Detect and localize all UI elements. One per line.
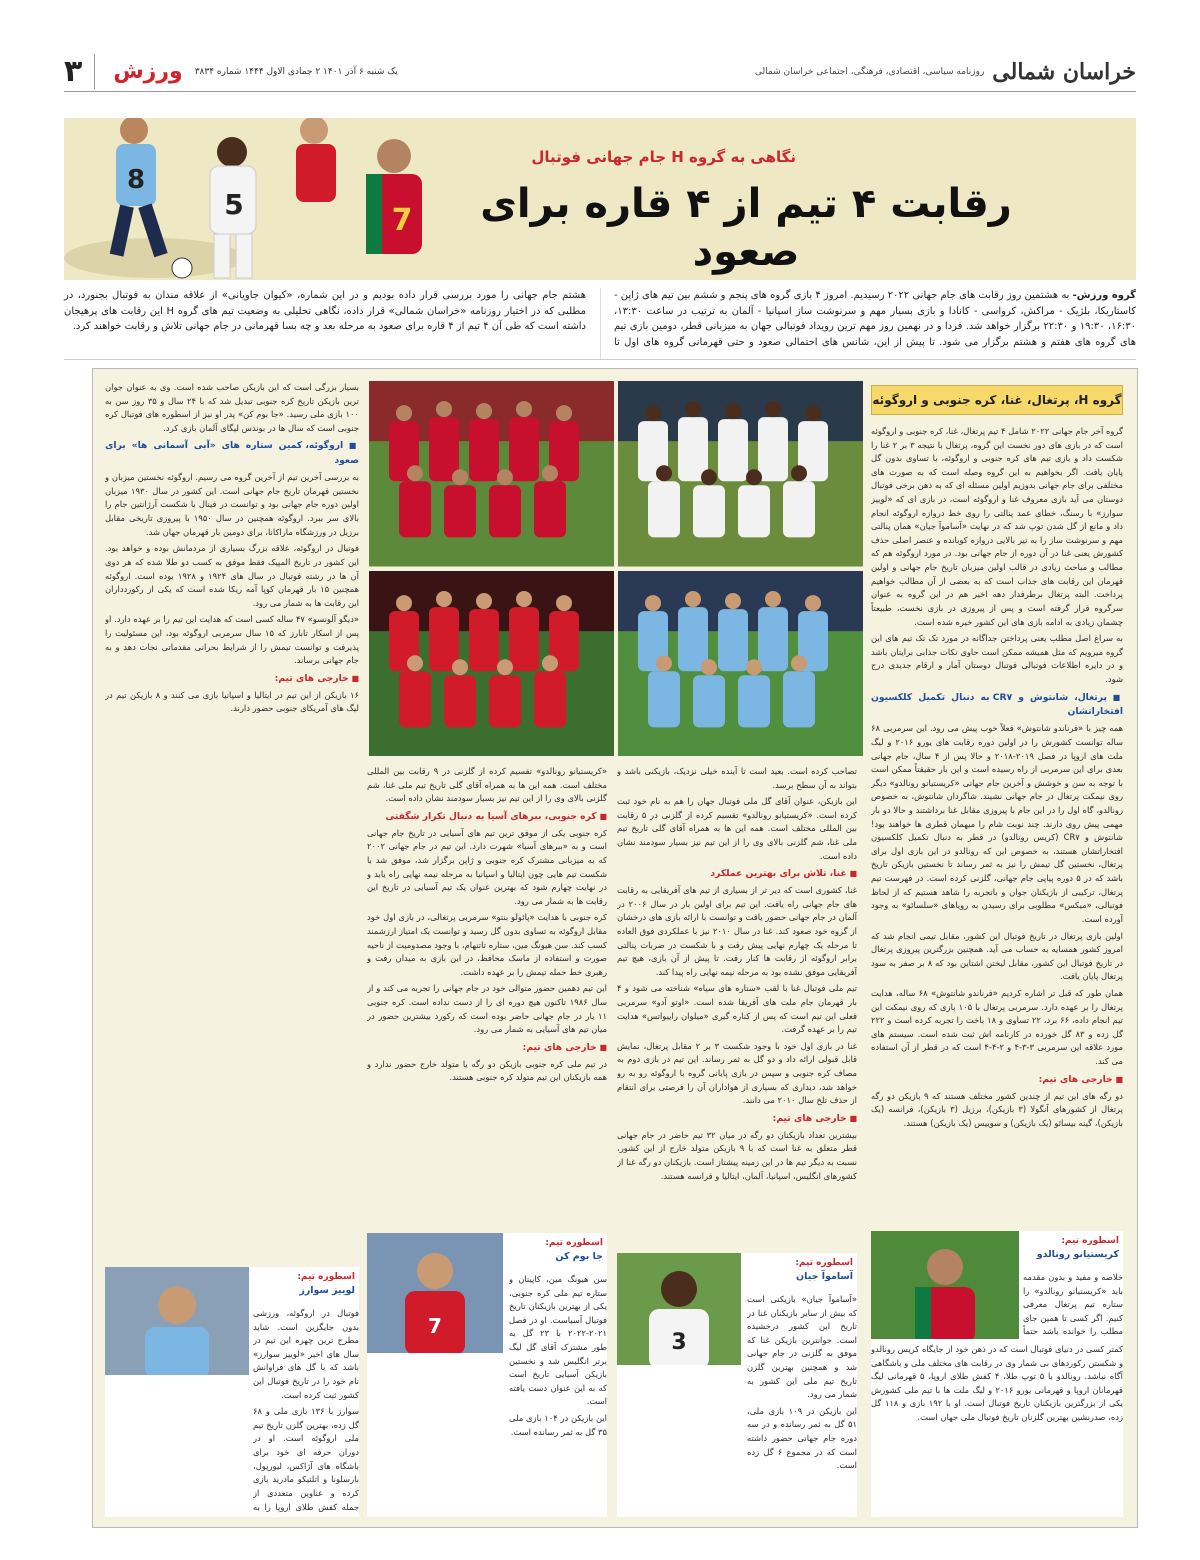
svg-text:7: 7 xyxy=(391,203,413,238)
svg-text:8: 8 xyxy=(126,165,146,195)
ronaldo-portrait xyxy=(871,1231,1019,1339)
paragraph: گروه آخر جام جهانی ۲۰۲۲ شامل ۴ تیم پرتغال، غنا، کره جنوبی و اروگوئه است که در بازی های دور نخست این گروه، پرتغال با نتیجه ۳ بر ۲ غنا را شکست داد و بازی تیم های کره جنوبی و اروگوئه، با تساوی بدون گل پایان یافت. اگر بخواهیم به این گروه وصله است که به صورت های مختلفی برای جام جهانی بدوزیم اولین مسئله ای که به ذهن برخی فوتبال دوستان می آید بازی معروف غنا و اروگوئه است، در بازی ای که «لوییز سوارز» با رسنگ، خطای عمد پنالتی را روی خط دروازه اروگوئه انجام داد و مانع از گل شدن توپ شد که در نهایت «آساموآ جیان» همان پنالتی مهم و سرنوشت ساز را به تیر بالایی دروازه کوبانده و عنصر اصلی حذف کشورش یعنی غنا در آن دوره از جام جهانی بود. در مورد اروگوئه هم که مطالب و مباحث زیادی در قالب اولین میزبان تاریخ جام جهانی و اولین قهرمان این رقابت های جذاب است که به بعضی از آن مطالب خواهیم پرداخت. البته پرتغال برطرفدار دهه اخیر هم در این گروه به عنوان سرگروه قرار گرفته است و پس از پیروزی در بازی نخست، طبیعتاً چشمان زیادی به ادامه بازی های این کشور خیره شده است. xyxy=(871,426,1123,627)
paragraph: «آساموآ جیان» بازیکنی است که بیش از سایر بازیکنان غنا در تاریخ این کشور درخشیده است. جوانترین بازیکن غنا که موفق به گلزنی در جام جهانی شد و همچنین بهترین گلزن تاریخ تیم ملی این کشور به شمار می رود. xyxy=(747,1294,857,1400)
gyan-portrait xyxy=(617,1253,741,1365)
issue-date-line: یک شنبه ۶ آذر ۱۴۰۱ ۲ جمادی الاول ۱۴۴۴ شماره ۳۸۳۴ xyxy=(194,66,398,77)
paragraph: این بازیکن در ۱۰۴ بازی ملی ۳۵ گل به ثمر رسانده است. xyxy=(509,1413,607,1437)
article-body xyxy=(92,368,1138,1528)
svg-text:7: 7 xyxy=(428,1314,442,1338)
column-ghana xyxy=(617,765,857,1245)
star-name-ghana: آساموآ جیان xyxy=(796,1270,853,1282)
paragraph: این بازیکن، عنوان آقای گل ملی فوتبال جهان را هم به نام خود ثبت کرده است. «کریستیانو رونالدو» تقسیم کرده از گلزنی در ۵ رقابت بین المللی مختلف است. همه این ها به همراه آقای گلی تاریخ تیم ملی غنا، شم گلزنی بالای وی را از این تیم نیز بسیار سودمند نشان داده است. xyxy=(617,796,857,861)
column-uruguay-star xyxy=(253,1307,359,1513)
lead-label: گروه ورزش- xyxy=(1072,290,1136,301)
paragraph: کمتر کسی در دنیای فوتبال است که در ذهن خود از جایگاه کریس رونالدو و شکستن رکوردهای بی شمار وی در رقابت های مختلف ملی و باشگاهی آگاه نباشد. رونالدو با ۵ توپ طلا، ۴ کفش طلای اروپا، ۵ قهرمانی لیگ قهرمانان اروپا و قهرمانی یورو ۲۰۱۶ و لیگ ملت ها با تیم ملی کشورش یکی از بزرگترین بازیکنان تاریخ فوتبال است. او با ۱۹۲ بازی و ۱۱۸ گل زده، صدرنشین بهترین گلزنان تاریخ فوتبال ملی جهان است. xyxy=(871,1344,1123,1423)
column-korea xyxy=(367,765,607,1225)
subheading: ■ خارجی های تیم: xyxy=(105,672,359,687)
paragraph: ۱۶ بازیکن از این تیم در ایتالیا و اسپانیا بازی می کنند و ۸ بازیکن تیم در لیگ های آمریکای جنوبی حضور دارند. xyxy=(105,689,359,714)
newspaper-subtitle: روزنامه سیاسی، اقتصادی، فرهنگی، اجتماعی خراسان شمالی xyxy=(754,66,985,77)
subheading: ■ غنا، تلاش برای بهترین عملکرد xyxy=(617,867,857,882)
paragraph: غنا، کشوری است که دیر تر از بسیاری از تیم های آفریقایی به رقابت های جام جهانی راه یافت. این تیم برای اولین بار در سال ۲۰۰۶ در آلمان در جام جهانی حضور یافت و توانست با ارائه بازی های درخشان از گروه خود صعود کند. غنا در سال ۲۰۱۰ نیز با عملکردی فوق العاده تا مرحله یک چهارم نهایی پیش رفت و با شکست در ضربات پنالتی برابر اروگوئه از رقابت ها کنار رفت. تا پیش از آن بازی، هیچ تیم آفریقایی موفق نشده بود به مرحله نیمه نهایی راه پیدا کند. xyxy=(617,885,857,977)
section-title: ورزش xyxy=(113,59,183,84)
photo-uruguay-team xyxy=(618,571,863,757)
newspaper-logo: خراسان شمالی xyxy=(992,58,1136,85)
star-tag-korea: اسطوره تیم: xyxy=(545,1238,603,1248)
column-uruguay xyxy=(105,381,359,1261)
paragraph: فوتبال در اروگوئه، علاقه بزرگ بسیاری از مردمانش بوده و خواهد بود. این کشور در تاریخ المپیک فقط موفق به کسب دو طلا شده که هر دوی آن ها در رشته فوتبال در سال های ۱۹۲۴ و ۱۹۲۸ بوده است. اروگوئه همچنین ۱۵ بار قهرمان کوپا آمه ریکا شده است که یکی از رکوردداران این رقابت ها به شمار می رود. xyxy=(105,543,359,608)
paragraph: غنا در بازی اول خود با وجود شکست ۳ بر ۲ مقابل پرتغال، نمایش قابل قبولی ارائه داد و دو گل به ثمر رساند. این تیم در بازی دوم به مصاف کره جنوبی و سپس در بازی پایانی گروه با اروگوئه رو به رو خواهد شد، دیداری که بسیاری از هواداران آن را فرصتی برای انتقام از حذف تلخ سال ۲۰۱۰ می دانند. xyxy=(617,1040,857,1106)
photo-portugal-team xyxy=(369,381,614,567)
paragraph: تیم ملی فوتبال غنا با لقب «ستاره های سیاه» شناخته می شود و ۴ بار قهرمان جام ملت های آفریقا شده است. «اوتو آدو» سرمربی فعلی این تیم است که پس از کناره گیری «میلوان راییواتس» هدایت تیم را بر عهده گرفت. xyxy=(617,983,857,1035)
paragraph: این بازیکن در ۱۰۹ بازی ملی، ۵۱ گل به ثمر رسانده و در سه دوره جام جهانی حضور داشته است که در مجموع ۶ گل زده است. xyxy=(747,1405,857,1471)
masthead-meta xyxy=(64,54,398,89)
paragraph: سوارز با ۱۳۶ بازی ملی و ۶۸ گل زده، بهترین گلزن تاریخ تیم ملی اروگوئه است. او در دوران حرفه ای خود برای باشگاه های آژاکس، لیورپول، بارسلونا و اتلتیکو مادرید بازی کرده و عناوین متعددی از جمله کفش طلای اروپا را به xyxy=(253,1406,359,1512)
paragraph: بسیار بزرگی است که این بازیکن صاحب شده است. وی به عنوان جوان ترین بازیکن تاریخ کره جنوبی تبدیل شد که با ۲۴ سال و ۳۵ روز سن به ۱۰۰ بازی ملی رسید. «جا بوم کن» پدر او نیز از اسطوره های فوتبال کره جنوبی است که سال ها در بوندس لیگای آلمان بازی کرد. xyxy=(105,382,359,433)
paragraph: کره جنوبی با هدایت «پائولو بنتو» سرمربی پرتغالی، در بازی اول خود مقابل اروگوئه به تساوی بدون گل رسید و توانست یک امتیاز ارزشمند کسب کند. سن هیونگ مین، ستاره تاتنهام، با وجود مصدومیت از ناحیه صورت و استفاده از ماسک محافظ، در این بازی به میدان رفت و رهبری خط حمله تیمش را بر عهده داشت. xyxy=(367,912,607,977)
star-tag-portugal: اسطوره تیم: xyxy=(1061,1236,1119,1246)
svg-text:3: 3 xyxy=(671,1330,687,1355)
paragraph: اولین بازی پرتغال در تاریخ فوتبال این کشور، مقابل تیمی انجام شد که امروز کشور همسایه به حساب می آید. همچنین بزرگترین پیروزی پرتغال در تاریخ فوتبال این کشور، مقابل لیختن اشتاین بود که ۸ بر صفر به سود پرتغال پایان یافت. xyxy=(871,930,1123,982)
star-name-portugal: کریستیانو رونالدو xyxy=(1036,1248,1119,1260)
subheading: ■ پرتغال، شانتوش و CR۷ به دنبال تکمیل کلکسیون افتخاراتشان xyxy=(871,691,1123,721)
subheading: ■ خارجی های تیم: xyxy=(617,1112,857,1127)
column-portugal xyxy=(871,425,1123,1225)
svg-text:5: 5 xyxy=(224,188,244,221)
paragraph: این تیم دهمین حضور متوالی خود در جام جهانی را تجربه می کند و از سال ۱۹۸۶ تاکنون هیچ دوره ای را از دست نداده است. کره جنوبی ۱۱ بار در جام جهانی حاضر بوده است که رکورد بیشترین حضور در میان تیم های آسیایی به شمار می رود. xyxy=(367,983,607,1035)
lead-text: به هشتمین روز رقابت های جام جهانی ۲۰۲۲ رسیدیم. امروز ۴ بازی گروه های پنجم و ششم بین تیم های ژاپن - کاستاریکا، بلژیک - مراکش، کرواسی - کانادا و بازی بسیار مهم و سرنوشت ساز اسپانیا - آلمان به ترتیب در ساعت ۱۳:۳۰، ۱۶:۳۰، ۱۹:۳۰ و ۲۲:۳۰ برگزار خواهد شد. فردا و در نهمین روز مهم ترین رویداد فوتبالی جهان به میزبانی قطر، دومین بازی تیم های گروه های هفتم و هشتم برگزار می شود. تا پیش از این، شانس های احتمالی صعود و حتی قهرمانی گروه های اول تا هشتم جام جهانی را مورد بررسی قرار داده بودیم و در این شماره، «کیوان جاویانی» از علاقه مندان به فوتبال بجنورد، در مطلبی که در اختیار روزنامه «خراسان شمالی» قرار داده، نگاهی تحلیلی به وضعیت تیم های گروه H این رقابت های پرهیجان داشته است که طی آن ۴ تیم از ۴ قاره برای صعود به مرحله بعد و چه بسا قهرمانی در جام جهانی تلاش و رقابت خواهند کرد. xyxy=(64,290,1137,348)
subheading: ■ خارجی های تیم: xyxy=(871,1073,1123,1088)
star-tag-uruguay: اسطوره تیم: xyxy=(297,1272,355,1282)
subheading: ■ کره جنوبی، ببرهای آسیا به دنبال تکرار شگفتی xyxy=(367,810,607,825)
star-name-uruguay: لوییز سوارز xyxy=(299,1284,355,1296)
paragraph: به سراغ اصل مطلب یعنی پرداختن جداگانه در مورد تک تک تیم های این گروه میرویم که مثل همیشه ممکن است حاوی نکات جذابی برایتان باشد و در دایره اطلاعات فوتبالی فوتبال دوستان آمار و ارقام جدیدی درج شود. xyxy=(871,633,1123,684)
paragraph: کره جنوبی یکی از موفق ترین تیم های آسیایی در تاریخ جام جهانی است و به «ببرهای آسیا» شهرت دارد. این تیم در جام جهانی ۲۰۰۲ که به میزبانی مشترک کره جنوبی و ژاپن برگزار شد، موفق شد با شکست تیم هایی چون ایتالیا و اسپانیا به مرحله نیمه نهایی راه یابد و در نهایت چهارم شود که بهترین عنوان یک تیم آسیایی در تاریخ این رقابت ها به شمار می رود. xyxy=(367,827,607,906)
masthead-brand xyxy=(755,59,1136,85)
column-ghana-star xyxy=(747,1293,857,1513)
star-card-korea xyxy=(367,1233,607,1517)
column-portugal-star xyxy=(1023,1271,1123,1341)
group-heading-box: گروه H، پرتغال، غنا، کره جنوبی و اروگوئه xyxy=(871,385,1123,415)
column-portugal-star-cont xyxy=(871,1343,1123,1515)
photo-ghana-team xyxy=(618,381,863,567)
paragraph: «دیگو آلونسو» ۴۷ ساله کسی است که هدایت این تیم را بر عهده دارد. او پس از اسکار تابارز که ۱۵ سال سرمربی اروگوئه بود، این مسئولیت را پذیرفت و توانست تیمش را از شرایط بحرانی مقدماتی نجات دهد و به جام جهانی برساند. xyxy=(105,614,359,666)
star-tag-ghana: اسطوره تیم: xyxy=(795,1258,853,1268)
lead-paragraph xyxy=(64,288,1136,360)
suarez-portrait xyxy=(105,1267,249,1375)
paragraph: «کریستیانو رونالدو» تقسیم کرده از گلزنی در ۹ رقابت بین المللی مختلف است. همه این ها به همراه آقای گلی تاریخ تیم ملی غنا، شم گلزنی بالای وی را از این تیم نیز بسیار سودمند نشان داده است. xyxy=(367,766,607,804)
hero-banner xyxy=(64,118,1136,280)
team-photos-grid xyxy=(369,381,863,756)
paragraph: تصاحب کرده است. بعید است تا آینده خیلی نزدیک، بازیکنی باشد و بتواند به آن سطح برسد. xyxy=(617,766,857,790)
cha-bum-kun-portrait xyxy=(367,1233,503,1353)
portugal-player-figure xyxy=(366,139,422,254)
paragraph: همان طور که قبل تر اشاره کردیم «فرناندو شانتوش» ۶۸ ساله، هدایت پرتغال را بر عهده دارد. سرمربی پرتغال با ۱۰۵ بازی که روی نیمکت این تیم انجام داده، ۶۶ برد، ۲۲ تساوی و ۱۸ باخت را تجربه کرده است و ۲۲۲ گل زده و ۸۳ گل خورده در کارنامه اش ثبت شده است. سیستم های مورد علاقه این سرمربی ۳-۳-۴ و ۲-۴-۴ است که در قطر از آن استفاده می کند. xyxy=(871,987,1123,1067)
paragraph: دو رگه های این تیم از چندین کشور مختلف هستند که ۹ بازیکن دو رگه پرتغال از کشورهای آنگولا (۳ بازیکن)، برزیل (۳ بازیکن)، فرانسه (یک بازیکن)، گینه بیسائو (یک بازیکن) و سوییس (یک بازیکن) هستند. xyxy=(871,1090,1123,1128)
paragraph: همه چیز با «فرناندو شانتوش» فعلاً خوب پیش می رود. این سرمربی ۶۸ ساله توانست کشورش را در اولین دوره رقابت های یورو ۲۰۱۶ و لیگ ملت های اروپا در فصل ۲۰۱۹-۲۰۱۸ و حالا پس از ۴ سال، جام جهانی بعدی برای این سرمربی از راه رسیده است و این بار حقیقتاً ممکن است با توجه به سن و خوشش و آخرین جام جهانی «کریستیانو رونالدو» دیگر روی نیمکت پرتغال در جام جهانی نشیند. شاگردان شانتوش، به خصوص رونالدو، گاه اول را در این جام با پیروزی مقابل غنا برداشتند و حالا دو بار مهمی پیش روی دارند. چند نوبت شام را میهمان قطری ها خواهند بود! شانتوش و CR۷ (کریس رونالدو) در قطر به دنبال تکمیل کلکسیون افتخاراتشان هستند، به خصوص این که رونالدو در این بازی اول برای پرتغال، نخستین گل تیمش را نیز به ثمر رساند تا نخستین بازیکن تاریخ باشد که در ۵ دوره پیاپی جام جهانی، گلزنی کرده است. در فهرست تیم پرتغال، ترکیبی از بازیکنان جوان و باتجربه را شاهد هستیم که از لحاظ فوتبالی، «میکس» مطلوبی برای رسیدن به رویاهای «سلسائو» به وجود آورده است. xyxy=(871,723,1123,924)
paragraph: به بررسی آخرین تیم از آخرین گروه می رسیم. اروگوئه نخستین میزبان و نخستین قهرمان تاریخ جام جهانی است. این کشور در سال ۱۹۳۰ میزبان اولین دوره جام جهانی بود و توانست در فینال با شکست آرژانتین جام را بالای سر ببرد. اروگوئه همچنین در سال ۱۹۵۰ با پیروزی تاریخی مقابل برزیل در ورزشگاه ماراکانا، برای دومین بار قهرمان جهان شد. xyxy=(105,472,359,537)
photo-korea-team xyxy=(369,571,614,757)
star-card-uruguay xyxy=(105,1267,359,1517)
paragraph: فوتبال در اروگوئه، ورزشی بدون جایگزین است. شاید مطرح ترین چهره این تیم در سال های اخیر «لوییز سوارز» باشد که با گل های فراوانش نام خود را در تاریخ فوتبال این کشور ثبت کرده است. xyxy=(253,1308,359,1400)
headline: رقابت ۴ تیم از ۴ قاره برای صعود xyxy=(480,181,1012,275)
star-card-ghana xyxy=(617,1253,857,1517)
subheading: ■ اروگوئه، کمین ستاره های «آبی آسمانی ها» برای صعود xyxy=(105,439,359,469)
paragraph: در تیم ملی کره جنوبی بازیکن دو رگه یا متولد خارج حضور ندارد و همه بازیکنان این تیم متولد کره جنوبی هستند. xyxy=(367,1058,607,1083)
korea-player-figure xyxy=(296,118,336,202)
paragraph: خلاصه و مفید و بدون مقدمه باید «کریستیانو رونالدو» را ستاره تیم پرتغال معرفی کنیم. اگر کسی تا همین جای مطلب را خوانده باشد حتماً xyxy=(1023,1272,1123,1337)
subheading: ■ خارجی های تیم: xyxy=(367,1041,607,1056)
masthead xyxy=(64,52,1136,92)
paragraph: بیشترین تعداد بازیکنان دو رگه در میان ۳۲ تیم حاضر در جام جهانی قطر متعلق به غنا است که با ۹ بازیکن متولد خارج از این کشور، نسبت به دیگر تیم ها در این زمینه پیشتاز است. بازیکنان دو رگه غنا از کشورهای انگلیس، اسپانیا، آلمان، ایتالیا و فرانسه هستند. xyxy=(617,1129,857,1181)
uruguay-player-figure xyxy=(110,118,168,257)
paragraph: سن هیونگ مین، کاپیتان و ستاره تیم ملی کره جنوبی، یکی از بهترین بازیکنان تاریخ فوتبال آسیاست. او در فصل ۲۰۲۱-۲۰۲۲ با ۲۳ گل به طور مشترک آقای گل لیگ برتر انگلیس شد و نخستین بازیکن آسیایی تاریخ است که به این عنوان دست یافته است. xyxy=(509,1274,607,1407)
hero-players-illustration xyxy=(64,118,484,280)
column-korea-star xyxy=(509,1273,607,1513)
star-card-portugal xyxy=(871,1231,1123,1517)
page-number: ۳ xyxy=(64,54,95,89)
star-name-korea: جا بوم کن xyxy=(555,1250,603,1262)
hero-kicker: نگاهی به گروه H جام جهانی فوتبال xyxy=(531,148,796,166)
